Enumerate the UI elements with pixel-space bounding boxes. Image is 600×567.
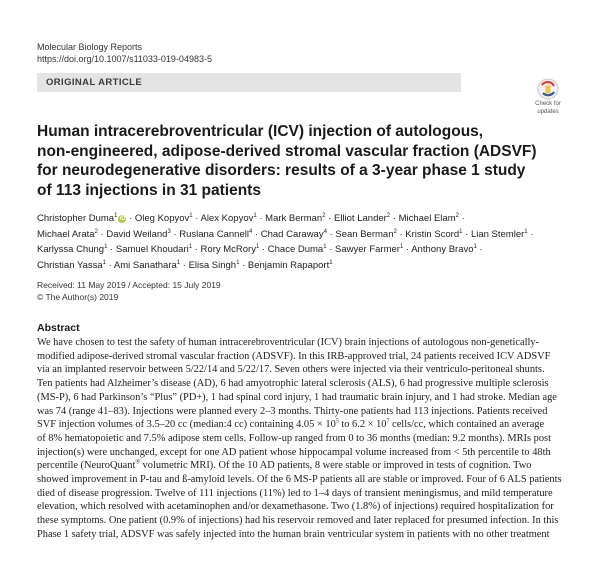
check-for-updates-icon (537, 78, 559, 100)
check-for-updates-badge[interactable] (528, 78, 568, 116)
author-name[interactable]: Karlyssa Chung (37, 244, 105, 255)
author-name[interactable]: Ruslana Cannell (179, 228, 249, 240)
author-separator: · (259, 244, 268, 255)
abstract-line: died of disease progression. Twelve of 111 injections (11%) led to 1–4 days of transient meningismus, and mild temperature (37, 487, 553, 499)
author-separator: · (458, 213, 465, 224)
affiliation-marker: 1 (104, 243, 108, 250)
affiliation-marker: 1 (114, 212, 118, 219)
orcid-icon[interactable]: iD (119, 216, 126, 222)
author-separator: · (527, 228, 534, 240)
doi-link[interactable]: https://doi.org/10.1007/s11033-019-04983-5 (37, 54, 212, 64)
registered-mark: ® (135, 459, 140, 466)
abstract-heading: Abstract (37, 322, 80, 334)
journal-header (37, 41, 212, 65)
author-line (37, 227, 567, 243)
affiliation-marker: 1 (399, 243, 404, 250)
affiliation-marker: 2 (94, 228, 98, 235)
abstract-text: volumetric MRI). Of the 10 AD patients, 8 were stable or improved in tests of cognition. Two (139, 460, 532, 472)
abstract-line: via an implanted reservoir between 5/22/14 and 5/22/17. Seven others were injected via their ventriculo-peritoneal shunts. (37, 364, 545, 376)
affiliation-marker: 4 (323, 228, 327, 235)
author-separator: · (326, 228, 336, 240)
author-line (37, 211, 567, 227)
author-name[interactable]: Mark Berman (265, 213, 323, 224)
author-separator: · (106, 259, 114, 271)
author-separator: · (403, 244, 412, 255)
abstract-line: (MS-P), 6 had Parkinson’s “Plus” (PD+), 1 had spinal cord injury, 1 had traumatic brain injury, and 1 had stroke. Median age (37, 391, 557, 403)
copyright: © The Author(s) 2019 (37, 292, 119, 302)
abstract-line: Ten patients had Alzheimer’s disease (AD), 6 had amyotrophic lateral sclerosis (ALS), 6 had progressive multiple sclerosis (37, 378, 549, 390)
affiliation-marker: 2 (322, 212, 326, 219)
author-name[interactable]: Benjamin Rapaport (247, 259, 330, 271)
author-separator: · (239, 259, 248, 271)
exponent: 7 (386, 418, 390, 425)
affiliation-marker: 2 (386, 212, 391, 219)
publication-dates (37, 279, 221, 303)
affiliation-marker: 1 (255, 243, 260, 250)
author-separator: · (390, 213, 399, 224)
author-name[interactable]: Michael Arata (37, 228, 95, 240)
abstract-line: was 74 (range 41–83). Injections were planned every 2–3 months. Thirty-one patients had 113 injections. Patients received (37, 405, 548, 417)
abstract-text: to 6.2 × 10 (338, 419, 387, 431)
author-line (37, 258, 567, 274)
article-type-label: ORIGINAL ARTICLE (46, 77, 143, 88)
article-type-bar (37, 73, 461, 92)
received-accepted: Received: 11 May 2019 / Accepted: 15 July 2019 (37, 280, 221, 290)
affiliation-marker: 1 (176, 259, 181, 266)
abstract-line (37, 459, 567, 473)
author-separator: · (326, 244, 336, 255)
exponent: 5 (335, 418, 339, 425)
author-name[interactable]: Kristin Scord (405, 228, 460, 240)
author-line (37, 242, 567, 258)
title-line: non-engineered, adipose-derived stromal vascular fraction (ADSVF) (37, 142, 537, 160)
abstract-line: injection(s) were unchanged, except for one AD patient whose hippocampal volume increased from < 5th percentile to 48th (37, 446, 551, 458)
author-separator: · (325, 213, 334, 224)
abstract-text: cells/cc, which contained an average (389, 419, 545, 431)
affiliation-marker: 2 (455, 212, 459, 219)
author-name[interactable]: Christopher Duma (37, 213, 115, 224)
author-name[interactable]: Lian Stemler (470, 228, 525, 240)
affiliation-marker: 1 (189, 212, 193, 219)
abstract-body (37, 336, 567, 542)
abstract-line: these symptoms. One patient (0.9% of injections) had his reservoir removed and later replaced for presumed infection. In this (37, 515, 559, 527)
author-separator: · (252, 228, 261, 240)
author-name[interactable]: Samuel Khoudari (115, 244, 189, 255)
author-name[interactable]: Rory McRory (200, 244, 256, 255)
author-separator: · (396, 228, 406, 240)
abstract-text: SVF injection volumes of 3.5–20 cc (median:4 cc) containing 4.05 × 10 (37, 419, 336, 431)
affiliation-marker: 3 (167, 228, 171, 235)
affiliation-marker: 1 (473, 243, 477, 250)
author-name[interactable]: Sawyer Farmer (335, 244, 400, 255)
affiliation-marker: 1 (459, 228, 463, 235)
abstract-line: of 8% hematopoietic and 7.5% adipose stem cells. Follow-up ranged from 0 to 36 months (median: 9.2 months). MRIs post (37, 432, 551, 444)
author-name[interactable]: Sean Berman (335, 228, 394, 240)
author-name[interactable]: Christian Yassa (37, 259, 103, 271)
title-line: of 113 injections in 31 patients (37, 181, 261, 199)
title-line: for neurodegenerative disorders: results of a 3-year phase 1 study (37, 162, 526, 179)
abstract-text: percentile (NeuroQuant (37, 460, 136, 472)
author-separator: · (476, 244, 483, 255)
author-separator: · (107, 244, 116, 255)
author-name[interactable]: Anthony Bravo (411, 244, 474, 255)
abstract-line: elevation, which resolved with acetaminophen and/or dexamethasone. Two (1.8%) of injections) required hospitalization for (37, 501, 554, 513)
abstract-line: We have chosen to test the safety of human intracerebroventricular (ICV) brain injections of autologous non-genetically- (37, 337, 540, 348)
author-separator: · (256, 213, 266, 224)
affiliation-marker: 4 (248, 228, 253, 235)
affiliation-marker: 1 (102, 259, 106, 266)
abstract-line: Phase 1 safety trial, ADSVF was safely injected into the human brain ventricular system in patients with no other treatment (37, 528, 550, 540)
author-name[interactable]: Michael Elam (398, 213, 456, 224)
abstract-line: modified adipose-derived stromal vascular fraction (ADSVF). In this IRB-approved trial, 24 patients received ICV ADSVF (37, 350, 551, 362)
author-name[interactable]: Chad Caraway (260, 228, 324, 240)
affiliation-marker: 1 (236, 259, 240, 266)
author-separator: · (180, 259, 189, 271)
affiliation-marker: 2 (393, 228, 397, 235)
affiliation-marker: 1 (524, 228, 528, 235)
author-name[interactable]: Elisa Singh (188, 259, 237, 271)
check-for-label-1: Check for (535, 101, 561, 107)
author-separator: · (97, 228, 107, 240)
author-separator: · (462, 228, 471, 240)
affiliation-marker: 1 (329, 259, 333, 266)
author-name[interactable]: Chace Duma (267, 244, 324, 255)
author-name[interactable]: Ami Sanathara (113, 259, 177, 271)
affiliation-marker: 1 (188, 243, 193, 250)
author-name[interactable]: David Weiland (106, 228, 168, 240)
check-for-label-2: updates (537, 109, 559, 115)
author-separator: · (192, 213, 201, 224)
author-list (37, 211, 567, 273)
author-name[interactable]: Alex Kopyov (200, 213, 254, 224)
title-line: Human intracerebroventricular (ICV) injection of autologous, (37, 123, 484, 140)
author-separator: · (170, 228, 180, 240)
abstract-line (37, 418, 567, 432)
author-name[interactable]: Elliot Lander (333, 213, 387, 224)
author-separator: · (192, 244, 201, 255)
affiliation-marker: 1 (323, 243, 327, 250)
author-name[interactable]: Oleg Kopyov (134, 213, 190, 224)
author-separator: · (126, 213, 135, 224)
article-title (37, 122, 557, 200)
journal-name: Molecular Biology Reports (37, 42, 143, 52)
affiliation-marker: 1 (253, 212, 257, 219)
abstract-line: showed improvement in P-tau and ß-amyloid levels. Of the 6 MS-P patients all are stable or improved. Four of 6 ALS patients (37, 474, 562, 486)
